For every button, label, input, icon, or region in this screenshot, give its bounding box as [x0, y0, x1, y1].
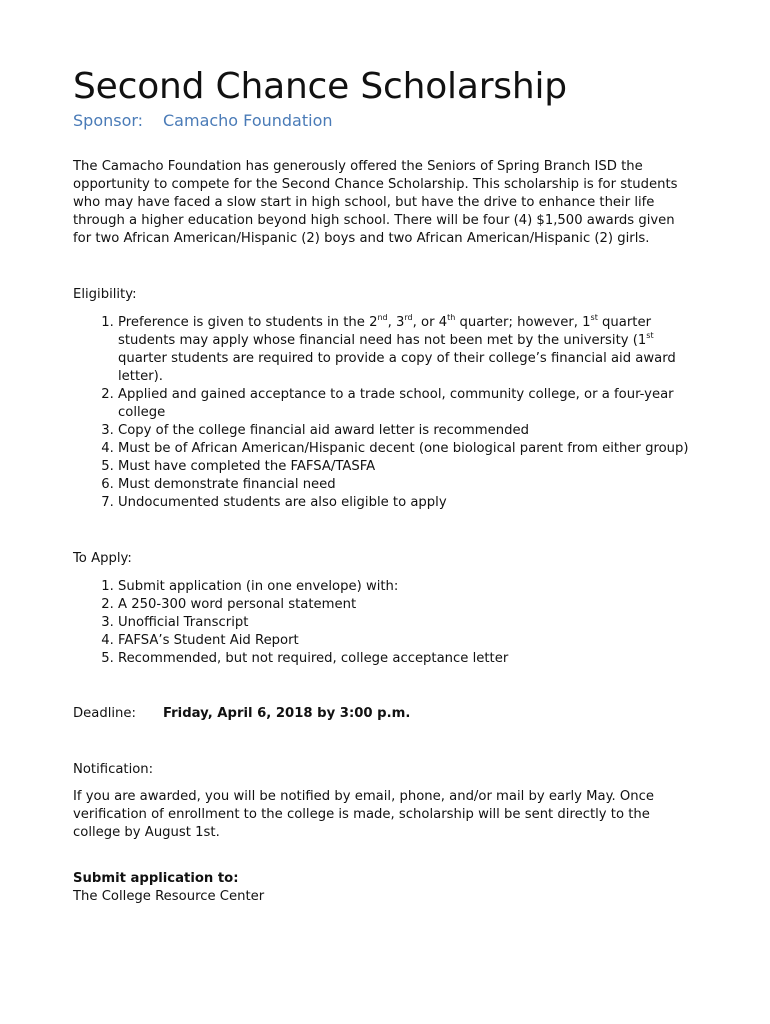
notification-label: Notification:: [73, 762, 154, 777]
deadline-line: [73, 705, 693, 723]
deadline-value: Friday, April 6, 2018 by 3:00 p.m.: [163, 706, 411, 721]
eligibility-item: 6. Must demonstrate financial need: [118, 476, 693, 494]
submit-label: Submit application to:: [73, 871, 239, 886]
sponsor-label: Sponsor:: [73, 111, 144, 130]
apply-item: 1. Submit application (in one envelope) with:: [118, 578, 693, 596]
eligibility-item: 4. Must be of African American/Hispanic decent (one biological parent from either group): [118, 440, 693, 458]
apply-label: To Apply:: [73, 551, 132, 566]
sponsor-value: Camacho Foundation: [163, 111, 333, 130]
submit-value: The College Resource Center: [73, 889, 265, 904]
apply-item: 5. Recommended, but not required, college acceptance letter: [118, 650, 693, 668]
eligibility-item: 2. Applied and gained acceptance to a trade school, community college, or a four-year college: [118, 386, 693, 422]
eligibility-list: [73, 314, 693, 512]
eligibility-item: 5. Must have completed the FAFSA/TASFA: [118, 458, 693, 476]
apply-item: 4. FAFSA’s Student Aid Report: [118, 632, 693, 650]
sponsor-line: [73, 110, 693, 132]
eligibility-item: 3. Copy of the college financial aid award letter is recommended: [118, 422, 693, 440]
intro-paragraph: The Camacho Foundation has generously offered the Seniors of Spring Branch ISD the opportunity to compete for the Second Chance Scholarship. This scholarship is for students who may have faced a slow start in high school, but have the drive to enhance their life through a higher education beyond high school. There will be four (4) $1,500 awards given for two African American/Hispanic (2) boys and two African American/Hispanic (2) girls.: [73, 159, 678, 246]
document-title: Second Chance Scholarship: [73, 66, 567, 107]
notification-text: If you are awarded, you will be notified by email, phone, and/or mail by early May. Once verification of enrollment to the college is made, scholarship will be sent directly to the college by August 1st.: [73, 789, 655, 840]
apply-list: [73, 578, 693, 668]
apply-item: 2. A 250-300 word personal statement: [118, 596, 693, 614]
eligibility-item: 1. Preference is given to students in the 2nd, 3rd, or 4th quarter; however, 1st quarter students may apply whose financial need has not been met by the university (1st quarter students are required to provide a copy of their college’s financial aid award letter).: [118, 314, 693, 386]
document-page: [73, 64, 693, 906]
apply-item: 3. Unofficial Transcript: [118, 614, 693, 632]
eligibility-item: 7. Undocumented students are also eligible to apply: [118, 494, 693, 512]
eligibility-label: Eligibility:: [73, 287, 137, 302]
deadline-label: Deadline:: [73, 706, 136, 721]
